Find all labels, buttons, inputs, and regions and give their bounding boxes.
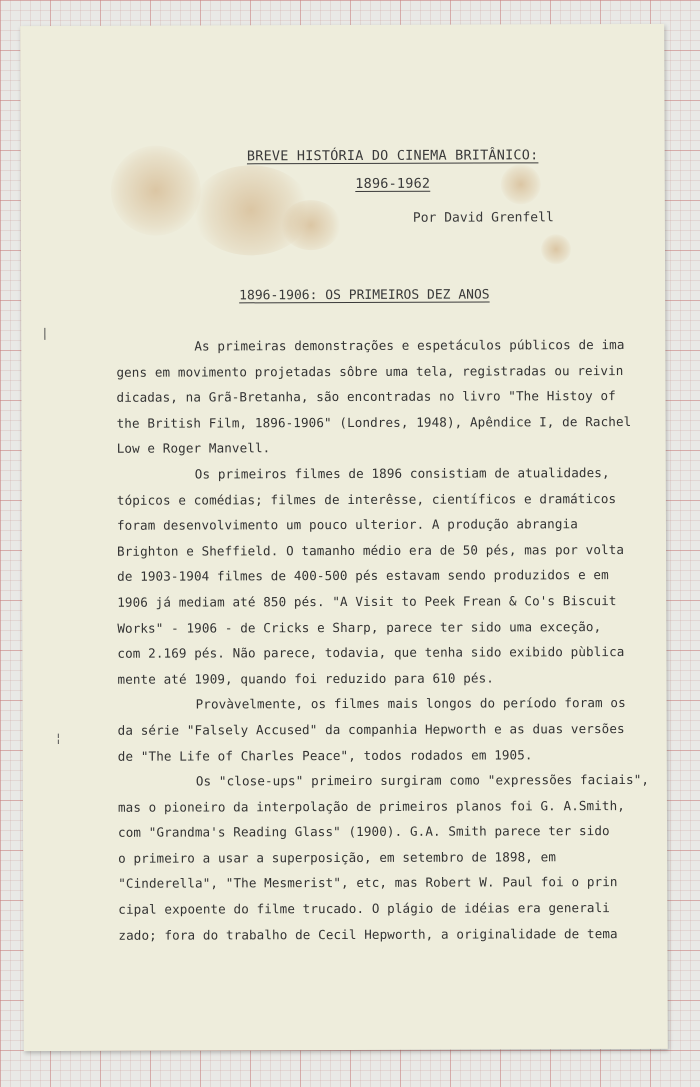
text-line: gens em movimento projetadas sôbre uma tela, registradas ou reivin xyxy=(116,362,624,380)
text-line: mente até 1909, quando foi reduzido para 610 pés. xyxy=(117,670,494,687)
body-text xyxy=(116,332,658,948)
document-title-years: 1896-1962 xyxy=(355,175,431,192)
text-line: Low e Roger Manvell. xyxy=(116,440,271,457)
text-line: As primeiras demonstrações e espetáculos públicos de ima xyxy=(194,337,625,354)
text-line: 1906 já mediam até 850 pés. "A Visit to Peek Frean & Co's Biscuit xyxy=(117,592,617,610)
author-byline: Por David Grenfell xyxy=(412,210,554,226)
margin-mark: | xyxy=(41,326,49,341)
text-line: the British Film, 1896-1906" (Londres, 1948), Apêndice I, de Rachel xyxy=(116,413,632,431)
section-heading: 1896-1906: OS PRIMEIROS DEZ ANOS xyxy=(239,287,490,304)
text-line: mas o pioneiro da interpolação de primeiros planos foi G. A.Smith, xyxy=(117,797,625,815)
text-line: Works" - 1906 - de Cricks e Sharp, parece ter sido uma exceção, xyxy=(117,618,602,636)
paper-stain xyxy=(541,234,571,264)
text-line: de 1903-1904 filmes de 400-500 pés estavam sendo produzidos e em xyxy=(117,567,609,585)
text-line: cipal expoente do filme trucado. O plágio de idéias era generali xyxy=(118,900,610,917)
document-title: BREVE HISTÓRIA DO CINEMA BRITÂNICO: xyxy=(246,147,539,165)
text-line: foram desenvolvimento um pouco ulterior. A produção abrangia xyxy=(116,516,578,533)
margin-mark: ¦ xyxy=(54,730,62,746)
text-line: tópicos e comédias; filmes de interêsse, científicos e dramáticos xyxy=(116,490,617,508)
typewritten-page xyxy=(20,24,668,1051)
text-line: zado; fora do trabalho de Cecil Hepworth, a originalidade de tema xyxy=(118,925,618,943)
text-line: o primeiro a usar a superposição, em setembro de 1898, em xyxy=(118,849,557,866)
text-line: "Cinderella", "The Mesmerist", etc, mas Robert W. Paul foi o prin xyxy=(118,874,618,892)
text-line: com 2.169 pés. Não parece, todavia, que tenha sido exibido pùblica xyxy=(117,644,625,661)
text-line: Provàvelmente, os filmes mais longos do período foram os xyxy=(195,695,626,712)
text-line: da série "Falsely Accused" da companhia Hepworth e as duas versões xyxy=(117,720,625,738)
text-line: de "The Life of Charles Peace", todos rodados em 1905. xyxy=(117,746,533,764)
text-line: com "Grandma's Reading Glass" (1900). G.A. Smith parece ter sido xyxy=(118,823,610,841)
text-line: Os "close-ups" primeiro surgiram como "expressões faciais", xyxy=(195,772,650,789)
text-line: dicadas, na Grã-Bretanha, são encontradas no livro "The Histoy of xyxy=(116,388,616,405)
text-line: Brighton e Sheffield. O tamanho médio era de 50 pés, mas por volta xyxy=(117,541,625,559)
text-line: Os primeiros filmes de 1896 consistiam de atualidades, xyxy=(194,465,610,482)
paper-stain xyxy=(281,200,341,250)
